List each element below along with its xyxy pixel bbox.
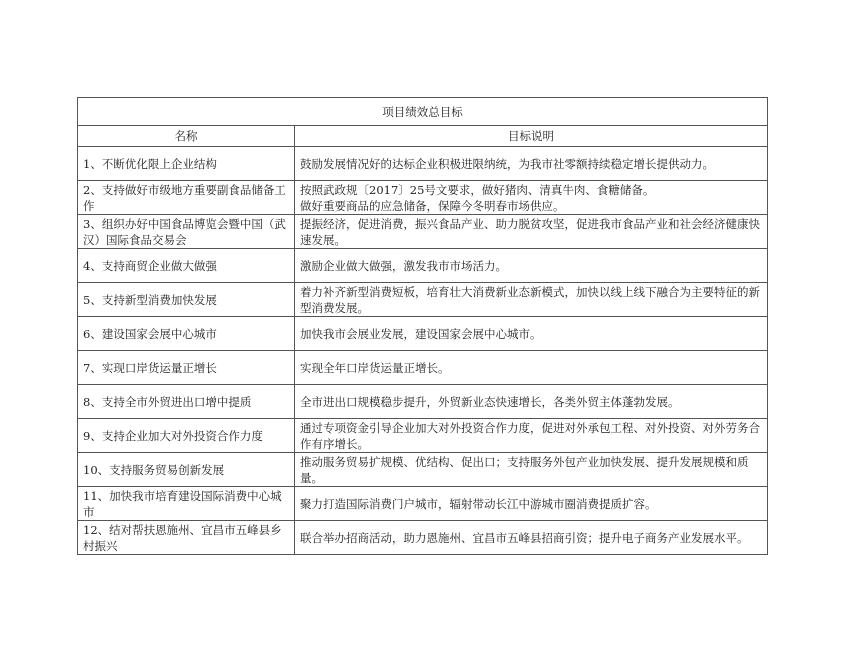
table-body bbox=[78, 147, 768, 555]
column-header-name: 名称 bbox=[78, 126, 295, 147]
goal-description-line: 聚力打造国际消费门户城市，辐射带动长江中游城市圈消费提质扩容。 bbox=[300, 496, 657, 511]
table-row bbox=[78, 249, 768, 283]
table-row bbox=[78, 283, 768, 317]
goal-description-cell bbox=[295, 181, 768, 215]
goal-name-cell: 10、支持服务贸易创新发展 bbox=[78, 453, 295, 487]
goal-name-cell: 9、支持企业加大对外投资合作力度 bbox=[78, 419, 295, 453]
goal-description-line: 实现全年口岸货运量正增长。 bbox=[300, 360, 450, 375]
goal-name-cell: 12、结对帮扶恩施州、宜昌市五峰县乡村振兴 bbox=[78, 521, 295, 555]
goal-description-cell bbox=[295, 147, 768, 181]
goal-description-line: 通过专项资金引导企业加大对外投资合作力度，促进对外承包工程、对外投资、对外劳务合作有序增长。 bbox=[300, 420, 760, 451]
goal-description-line: 鼓励发展情况好的达标企业积极进限纳统，为我市社零额持续稳定增长提供动力。 bbox=[300, 156, 714, 171]
table-row bbox=[78, 147, 768, 181]
table-row bbox=[78, 215, 768, 249]
goal-description-cell bbox=[295, 283, 768, 317]
goal-description-line: 全市进出口规模稳步提升，外贸新业态快速增长，各类外贸主体蓬勃发展。 bbox=[300, 394, 680, 409]
goal-name-cell: 8、支持全市外贸进出口增中提质 bbox=[78, 385, 295, 419]
goal-name-cell: 7、实现口岸货运量正增长 bbox=[78, 351, 295, 385]
table-row bbox=[78, 453, 768, 487]
goal-description-line: 加快我市会展业发展，建设国家会展中心城市。 bbox=[300, 326, 542, 341]
goal-description-cell bbox=[295, 453, 768, 487]
goal-description-line: 推动服务贸易扩规模、优结构、促出口；支持服务外包产业加快发展、提升发展规模和质量。 bbox=[300, 454, 749, 485]
goal-description-line: 按照武政规〔2017〕25号文要求，做好猪肉、清真牛肉、食糖储备。 bbox=[300, 182, 655, 197]
goal-name-cell: 1、不断优化限上企业结构 bbox=[78, 147, 295, 181]
table-row bbox=[78, 351, 768, 385]
goal-description-line: 激励企业做大做强，激发我市市场活力。 bbox=[300, 258, 507, 273]
goal-description-line: 联合举办招商活动，助力恩施州、宜昌市五峰县招商引资；提升电子商务产业发展水平。 bbox=[300, 530, 749, 545]
goal-description-cell bbox=[295, 385, 768, 419]
column-header-description: 目标说明 bbox=[295, 126, 768, 147]
table-row bbox=[78, 181, 768, 215]
table-title: 项目绩效总目标 bbox=[78, 98, 768, 126]
table-row bbox=[78, 487, 768, 521]
table-row bbox=[78, 419, 768, 453]
goal-description-cell bbox=[295, 215, 768, 249]
goal-description-cell bbox=[295, 487, 768, 521]
goal-name-cell: 11、加快我市培育建设国际消费中心城市 bbox=[78, 487, 295, 521]
goal-description-cell bbox=[295, 249, 768, 283]
goal-description-line: 提振经济，促进消费，振兴食品产业、助力脱贫攻坚，促进我市食品产业和社会经济健康快速发展。 bbox=[300, 216, 760, 247]
goal-description-cell bbox=[295, 521, 768, 555]
goal-name-cell: 2、支持做好市级地方重要副食品储备工作 bbox=[78, 181, 295, 215]
goal-name-cell: 6、建设国家会展中心城市 bbox=[78, 317, 295, 351]
performance-goals-table bbox=[77, 97, 768, 555]
table-row bbox=[78, 317, 768, 351]
goal-description-cell bbox=[295, 317, 768, 351]
goal-description-line: 着力补齐新型消费短板，培育壮大消费新业态新模式，加快以线上线下融合为主要特征的新型消费发展。 bbox=[300, 284, 760, 315]
goal-description-line: 做好重要商品的应急储备，保障今冬明春市场供应。 bbox=[300, 198, 565, 213]
table-row bbox=[78, 521, 768, 555]
goal-description-cell bbox=[295, 419, 768, 453]
table-row bbox=[78, 385, 768, 419]
goal-name-cell: 4、支持商贸企业做大做强 bbox=[78, 249, 295, 283]
goal-name-cell: 3、组织办好中国食品博览会暨中国（武汉）国际食品交易会 bbox=[78, 215, 295, 249]
goal-name-cell: 5、支持新型消费加快发展 bbox=[78, 283, 295, 317]
goal-description-cell bbox=[295, 351, 768, 385]
